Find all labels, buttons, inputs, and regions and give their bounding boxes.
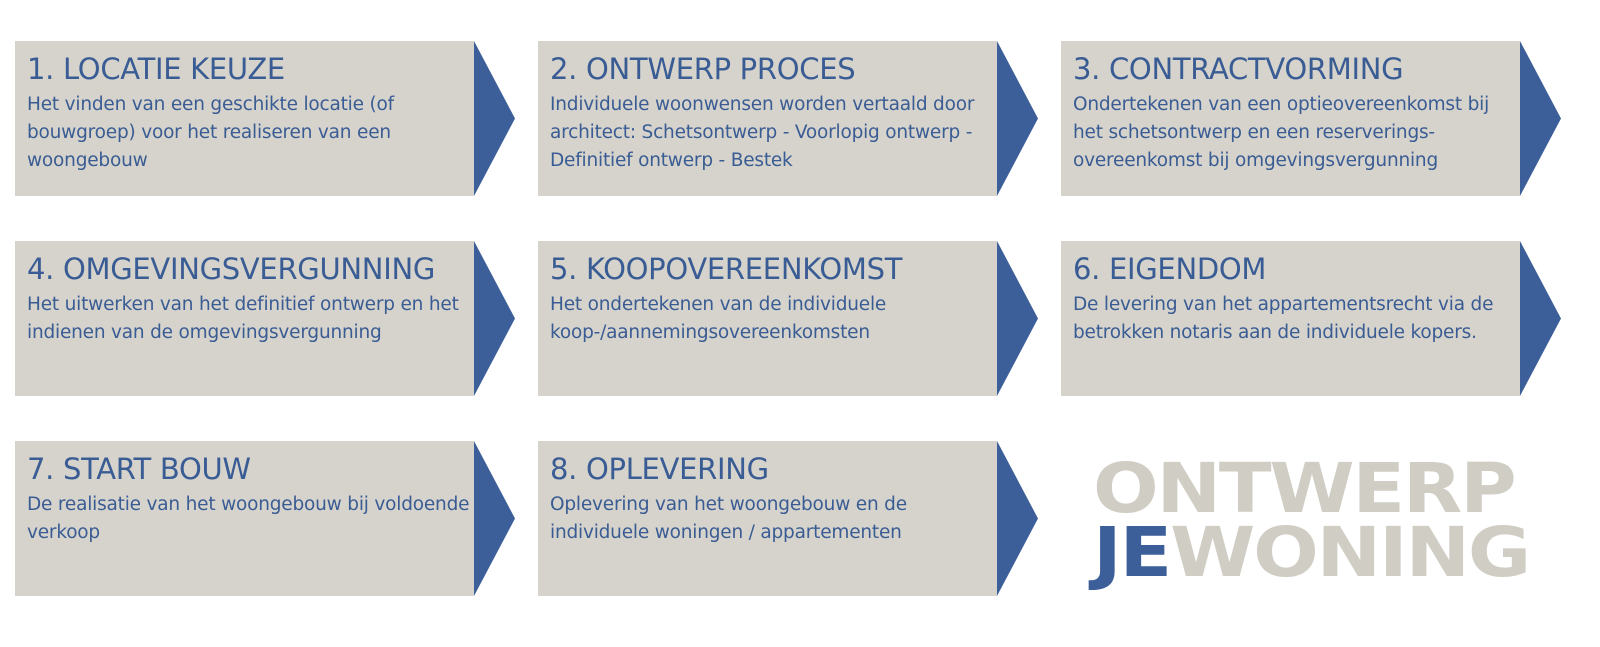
chevron-right-icon <box>997 441 1038 596</box>
step-description: Het vinden van een geschikte locatie (of bouwgroep) voor het realiseren van een woongebouw <box>27 94 394 171</box>
logo-accent: JE <box>1093 513 1171 593</box>
step-description: Individuele woonwensen worden vertaald door architect: Schetsontwerp - Voorlopig ontwerp - Definitief ontwerp - Bestek <box>550 94 975 171</box>
step-2 <box>538 41 1038 196</box>
step-title: 2. ONTWERP PROCES <box>550 52 856 86</box>
step-title: 1. LOCATIE KEUZE <box>27 52 285 86</box>
step-description: Oplevering van het woongebouw en de individuele woningen / appartementen <box>550 494 907 543</box>
logo-rest: WONING <box>1170 513 1530 593</box>
step-8 <box>538 441 1038 596</box>
step-description: Het uitwerken van het definitief ontwerp en het indienen van de omgevingsvergunning <box>27 294 459 343</box>
chevron-right-icon <box>474 241 515 396</box>
brand-logo <box>1093 449 1573 596</box>
step-3 <box>1061 41 1561 196</box>
chevron-right-icon <box>1520 241 1561 396</box>
chevron-right-icon <box>997 41 1038 196</box>
step-7 <box>15 441 515 596</box>
chevron-right-icon <box>997 241 1038 396</box>
chevron-right-icon <box>474 41 515 196</box>
chevron-right-icon <box>1520 41 1561 196</box>
step-description: De levering van het appartementsrecht via de betrokken notaris aan de individuele kopers. <box>1073 294 1494 343</box>
step-title: 7. START BOUW <box>27 452 251 486</box>
step-6 <box>1061 241 1561 396</box>
step-description: Ondertekenen van een optieovereenkomst bij het schetsontwerp en een reserverings-overeenkomst bij omgevingsvergunning <box>1073 94 1490 171</box>
step-description: Het ondertekenen van de individuele koop-/aannemingsovereenkomsten <box>550 294 887 343</box>
step-5 <box>538 241 1038 396</box>
chevron-right-icon <box>474 441 515 596</box>
step-title: 6. EIGENDOM <box>1073 252 1267 286</box>
logo-line-2 <box>1093 513 1530 593</box>
step-title: 4. OMGEVINGSVERGUNNING <box>27 252 436 286</box>
step-1 <box>15 41 515 196</box>
step-4 <box>15 241 515 396</box>
step-title: 5. KOOPOVEREENKOMST <box>550 252 903 286</box>
step-title: 8. OPLEVERING <box>550 452 769 486</box>
logo-line-1: ONTWERP <box>1093 449 1515 529</box>
step-title: 3. CONTRACTVORMING <box>1073 52 1404 86</box>
step-description: De realisatie van het woongebouw bij voldoende verkoop <box>27 494 470 543</box>
